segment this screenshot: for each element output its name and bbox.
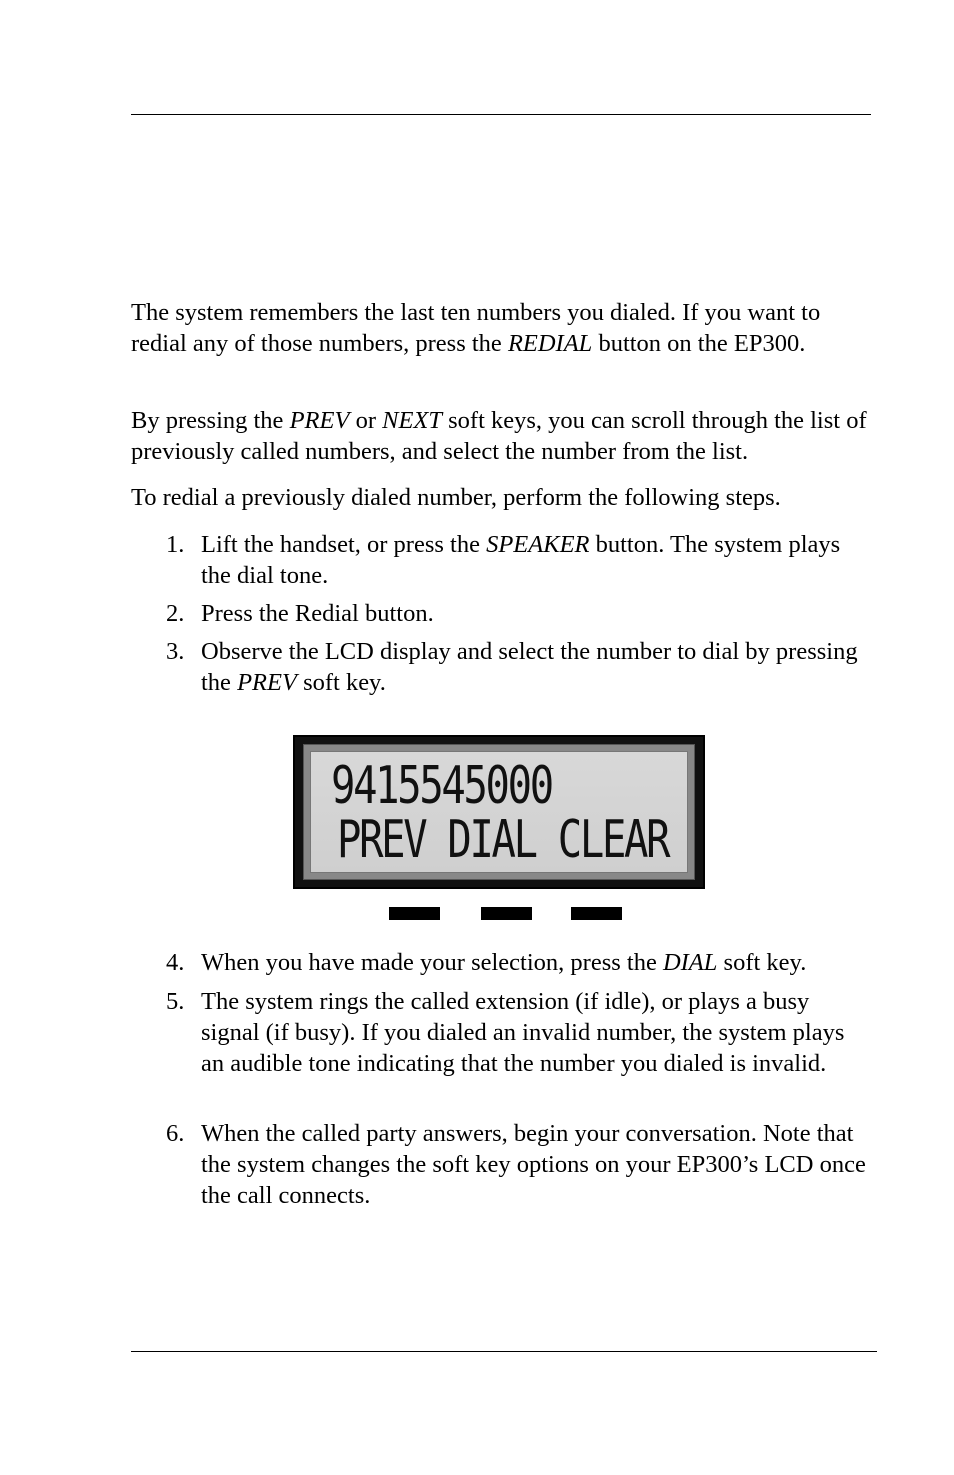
step-item xyxy=(166,529,866,591)
text-segment: button. The system plays the dial tone. xyxy=(201,531,841,589)
scroll-paragraph xyxy=(131,405,876,467)
step-number: 3. xyxy=(166,638,185,665)
step-text xyxy=(201,529,866,591)
step-text xyxy=(201,947,866,978)
intro-paragraph xyxy=(131,297,876,359)
step-text: The system rings the called extension (if idle), or plays a busy signal (if busy). If you dialed an invalid number, the system plays an audible tone indicating that the number you dialed is invalid. xyxy=(201,988,845,1077)
text-segment: Observe the LCD display and select the number to dial by pressing the xyxy=(201,638,858,696)
step-number: 6. xyxy=(166,1120,185,1147)
steps-intro: To redial a previously dialed number, perform the following steps. xyxy=(131,484,781,511)
text-segment: Lift the handset, or press the xyxy=(201,531,487,558)
text-segment: The system remembers the last ten numbers you dialed. If you want to redial any of those numbers, press the xyxy=(131,299,821,357)
text-segment: button on the EP300. xyxy=(592,330,806,357)
footer-rule xyxy=(131,1351,877,1352)
dial-term: DIAL xyxy=(662,949,718,976)
step-item xyxy=(166,636,866,698)
step-item xyxy=(166,598,866,629)
step-number: 4. xyxy=(166,949,185,976)
step-number: 1. xyxy=(166,531,185,558)
text-segment: soft keys, you can scroll through the list of previously called numbers, and select the number from the list. xyxy=(131,407,867,465)
prev-term: PREV xyxy=(237,669,297,696)
lcd-display xyxy=(293,735,705,889)
softkey-clear-button[interactable] xyxy=(571,907,622,920)
text-segment: By pressing the xyxy=(131,407,290,434)
lcd-number-line: 9415545000 xyxy=(331,756,552,816)
prev-term: PREV xyxy=(289,407,350,434)
step-number: 2. xyxy=(166,600,185,627)
step-text: When the called party answers, begin your conversation. Note that the system changes the soft key options on your EP300’s LCD once the call connects. xyxy=(201,1120,866,1209)
step-number: 5. xyxy=(166,988,185,1015)
header-rule xyxy=(131,114,871,115)
text-segment: or xyxy=(349,407,383,434)
step-text xyxy=(201,636,866,698)
step-item xyxy=(166,947,866,978)
lcd-bezel xyxy=(303,744,695,880)
step-text: Press the Redial button. xyxy=(201,600,434,627)
softkey-dial-button[interactable] xyxy=(481,907,532,920)
text-segment: soft key. xyxy=(717,949,807,976)
text-segment: When you have made your selection, press the xyxy=(201,949,663,976)
redial-term: REDIAL xyxy=(507,330,593,357)
step-item xyxy=(166,1118,866,1211)
speaker-term: SPEAKER xyxy=(486,531,590,558)
next-term: NEXT xyxy=(382,407,443,434)
lcd-softkey-labels: PREV DIAL CLEAR xyxy=(337,810,669,870)
step-item xyxy=(166,986,866,1079)
softkey-prev-button[interactable] xyxy=(389,907,440,920)
text-segment: soft key. xyxy=(296,669,386,696)
lcd-screen xyxy=(310,751,688,873)
